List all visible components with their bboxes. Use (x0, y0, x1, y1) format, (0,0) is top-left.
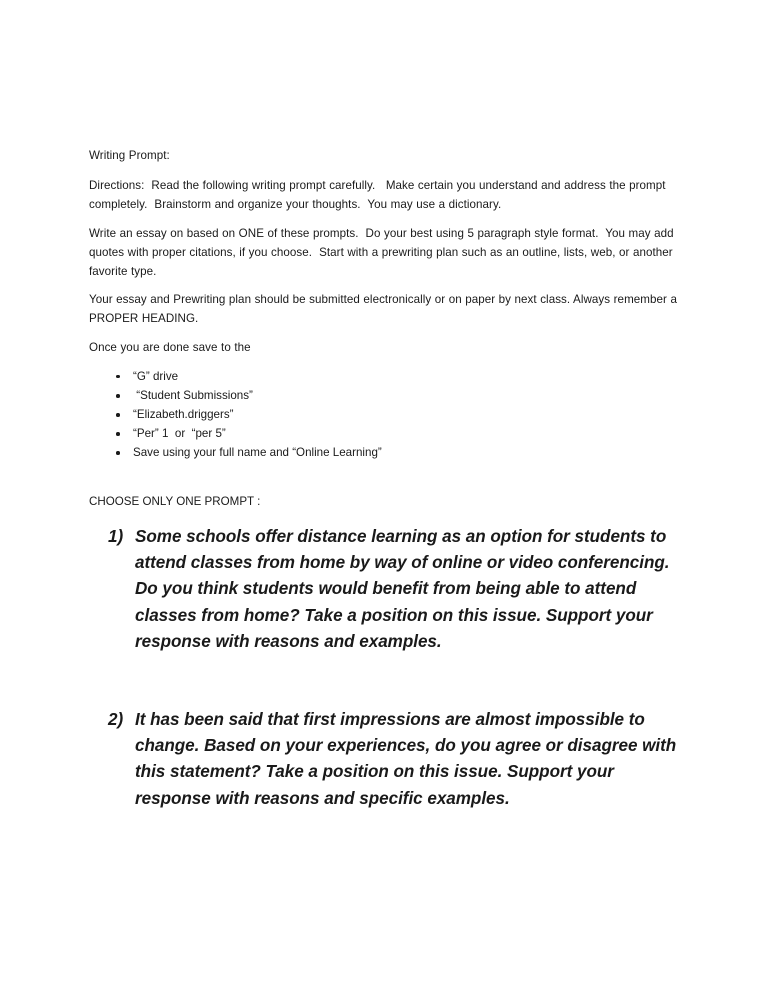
list-item: “Elizabeth.driggers” (89, 405, 681, 424)
prompt-text: It has been said that first impressions are almost impossible to change. Based on your experiences, do you agree or disagree with this statement? Take a position on this issue. Support your response with reasons and specific examples. (135, 710, 677, 808)
list-item: “Per” 1 or “per 5” (89, 424, 681, 443)
prompt-item-2 (108, 707, 686, 812)
submission-paragraph: Your essay and Prewriting plan should be submitted electronically or on paper by next class. Always remember a PROPER HEADING. (89, 293, 681, 326)
prompt-text: Some schools offer distance learning as an option for students to attend classes from home by way of online or video conferencing. Do you think students would benefit from being able to attend classes from home? Take a position on this issue. Support your response with reasons and examples. (135, 527, 670, 651)
directions-paragraph: Directions: Read the following writing prompt carefully. Make certain you understand and address the prompt completely. Brainstorm and organize your thoughts. You may use a dictionary. (89, 179, 670, 212)
prompt-list (108, 524, 686, 812)
prompt-item-1 (108, 524, 686, 655)
save-location-list (89, 367, 681, 462)
document-title: Writing Prompt: (89, 149, 170, 162)
list-item: Save using your full name and “Online Learning” (89, 443, 681, 462)
essay-instructions-paragraph: Write an essay on based on ONE of these prompts. Do your best using 5 paragraph style format. You may add quotes with proper citations, if you choose. Start with a prewriting plan such as an outline, lists, web, or another favorite type. (89, 226, 678, 279)
prompt-number: 1) (108, 527, 124, 546)
save-intro-paragraph: Once you are done save to the (89, 340, 251, 354)
prompt-number: 2) (108, 710, 124, 730)
list-item: “G” drive (89, 367, 681, 386)
document-body (89, 146, 681, 462)
choose-one-prompt-heading: CHOOSE ONLY ONE PROMPT : (89, 495, 261, 508)
list-item: “Student Submissions” (89, 386, 681, 405)
